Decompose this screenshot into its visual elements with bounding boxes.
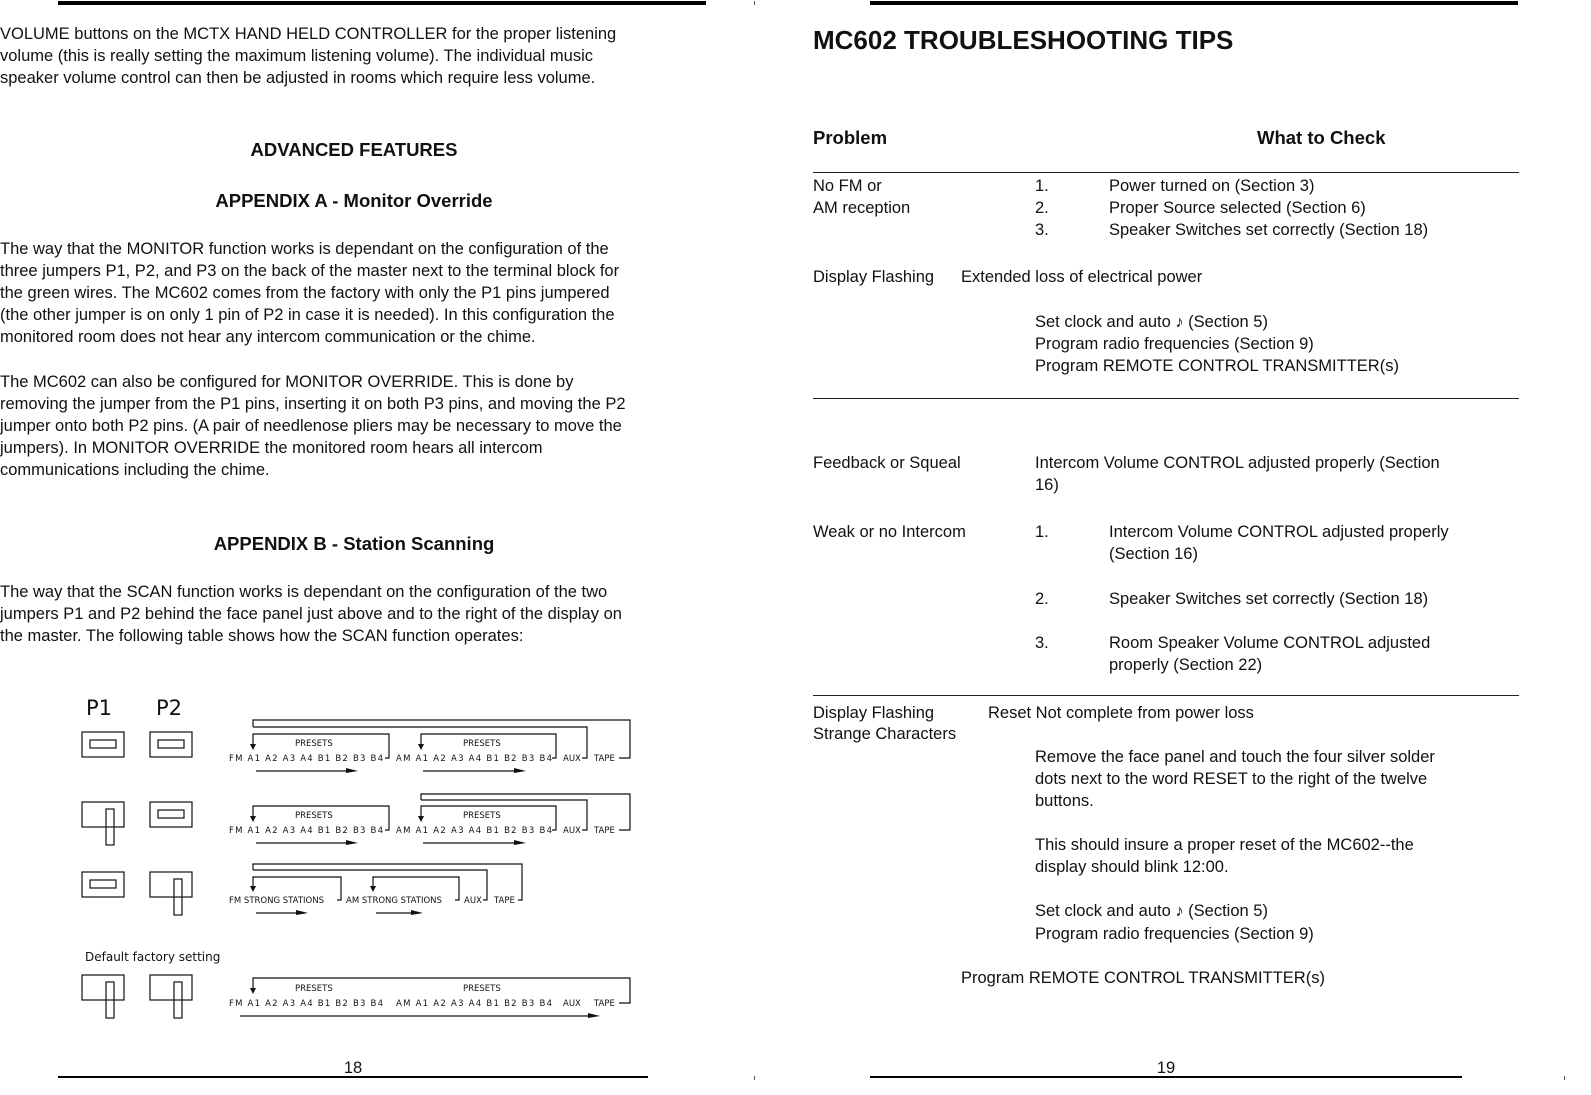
intro-line: VOLUME buttons on the MCTX HAND HELD CONTROLLER for the proper listening xyxy=(0,25,617,43)
fm-presets-label: FM A1 A2 A3 A4 B1 B2 B3 B4 xyxy=(229,999,383,1009)
problem-label: Weak or no Intercom xyxy=(813,523,966,541)
item-number: 2. xyxy=(1035,199,1049,217)
check-item: Program REMOTE CONTROL TRANSMITTER(s) xyxy=(961,969,1325,987)
scan-sequence-row-3 xyxy=(229,864,522,915)
aux-label: AUX xyxy=(563,754,581,764)
cause-text: Reset Not complete from power loss xyxy=(988,704,1254,722)
presets-label: PRESETS xyxy=(463,811,501,821)
check-item: Intercom Volume CONTROL adjusted properly xyxy=(1109,523,1449,541)
presets-label: PRESETS xyxy=(295,984,333,994)
fm-presets-label: FM A1 A2 A3 A4 B1 B2 B3 B4 xyxy=(229,754,383,764)
check-item: Set clock and auto ♪ (Section 5) xyxy=(1035,902,1268,920)
check-item: buttons. xyxy=(1035,792,1094,810)
check-item: Room Speaker Volume CONTROL adjusted xyxy=(1109,634,1431,652)
para-line: the green wires. The MC602 comes from the factory with only the P1 pins jumpered xyxy=(0,284,610,302)
scan-sequence-row-4 xyxy=(229,978,630,1018)
para-line: the master. The following table shows how the SCAN function operates: xyxy=(0,627,524,645)
scan-sequence-row-2 xyxy=(229,794,630,845)
problem-label: Display Flashing xyxy=(813,268,935,286)
aux-label: AUX xyxy=(464,896,482,906)
check-item: Program radio frequencies (Section 9) xyxy=(1035,335,1314,353)
item-number: 3. xyxy=(1035,221,1049,239)
para-line: The MC602 can also be configured for MONITOR OVERRIDE. This is done by xyxy=(0,373,574,391)
fm-strong-label: FM STRONG STATIONS xyxy=(229,896,324,906)
check-item: Power turned on (Section 3) xyxy=(1109,177,1315,195)
p1-label: P1 xyxy=(86,696,113,720)
appendix-b-heading: APPENDIX B - Station Scanning xyxy=(213,533,495,554)
para-line: monitored room does not hear any intercom communication or the chime. xyxy=(0,328,536,346)
jumper-row-4 xyxy=(82,975,192,1018)
am-presets-label: AM A1 A2 A3 A4 B1 B2 B3 B4 xyxy=(396,826,552,836)
section-heading: ADVANCED FEATURES xyxy=(250,139,458,160)
check-item: Speaker Switches set correctly (Section 18) xyxy=(1109,221,1429,239)
am-presets-label: AM A1 A2 A3 A4 B1 B2 B3 B4 xyxy=(396,999,552,1009)
para-line: (the other jumper is on only 1 pin of P2 in case it is needed). In this configuration the xyxy=(0,306,615,324)
am-presets-label: AM A1 A2 A3 A4 B1 B2 B3 B4 xyxy=(396,754,552,764)
presets-label: PRESETS xyxy=(295,811,333,821)
check-item: Proper Source selected (Section 6) xyxy=(1109,199,1366,217)
check-item: dots next to the word RESET to the right of the twelve xyxy=(1035,770,1428,788)
page-number: 19 xyxy=(1156,1059,1176,1077)
check-item: (Section 16) xyxy=(1109,545,1198,563)
tape-label: TAPE xyxy=(494,896,515,906)
divider xyxy=(813,172,1519,173)
problem-label: Strange Characters xyxy=(813,725,957,743)
para-line: The way that the SCAN function works is dependant on the configuration of the two xyxy=(0,583,608,601)
jumper-row-3 xyxy=(82,872,192,915)
scan-jumper-diagram xyxy=(70,690,650,1030)
problem-label: Display Flashing xyxy=(813,704,935,722)
p2-label: P2 xyxy=(156,696,183,720)
check-item: display should blink 12:00. xyxy=(1035,858,1229,876)
tape-label: TAPE xyxy=(594,826,615,836)
scan-sequence-row-1 xyxy=(229,720,630,773)
check-item: Remove the face panel and touch the four silver solder xyxy=(1035,748,1435,766)
cause-text: Extended loss of electrical power xyxy=(961,268,1203,286)
aux-label: AUX xyxy=(563,826,581,836)
divider xyxy=(813,398,1519,399)
check-item: 16) xyxy=(1035,476,1059,494)
tape-label: TAPE xyxy=(594,999,615,1009)
para-line: jumpers). In MONITOR OVERRIDE the monitored room hears all intercom xyxy=(0,439,543,457)
am-strong-label: AM STRONG STATIONS xyxy=(346,896,442,906)
left-top-bar xyxy=(58,1,706,5)
para-line: removing the jumper from the P1 pins, inserting it on both P3 pins, and moving the P2 xyxy=(0,395,626,413)
default-factory-setting-label: Default factory setting xyxy=(85,950,221,964)
crop-mark xyxy=(1564,1076,1565,1080)
check-item: Set clock and auto ♪ (Section 5) xyxy=(1035,313,1268,331)
aux-label: AUX xyxy=(563,999,581,1009)
para-line: jumper onto both P2 pins. (A pair of needlenose pliers may be necessary to move the xyxy=(0,417,622,435)
tape-label: TAPE xyxy=(594,754,615,764)
divider xyxy=(813,695,1519,696)
presets-label: PRESETS xyxy=(463,984,501,994)
para-line: The way that the MONITOR function works is dependant on the configuration of the xyxy=(0,240,609,258)
intro-line: speaker volume control can then be adjusted in rooms which require less volume. xyxy=(0,69,596,87)
item-number: 2. xyxy=(1035,590,1049,608)
presets-label: PRESETS xyxy=(295,739,333,749)
item-number: 3. xyxy=(1035,634,1049,652)
jumper-row-1 xyxy=(82,732,192,757)
para-line: communications including the chime. xyxy=(0,461,270,479)
check-item: Speaker Switches set correctly (Section 18) xyxy=(1109,590,1429,608)
problem-label: No FM or xyxy=(813,177,882,195)
problem-label: AM reception xyxy=(813,199,911,217)
crop-mark xyxy=(754,1,755,5)
check-item: Program radio frequencies (Section 9) xyxy=(1035,925,1314,943)
column-header-problem: Problem xyxy=(813,127,888,148)
check-item: Program REMOTE CONTROL TRANSMITTER(s) xyxy=(1035,357,1399,375)
check-item: Intercom Volume CONTROL adjusted properly (Section xyxy=(1035,454,1440,472)
fm-presets-label: FM A1 A2 A3 A4 B1 B2 B3 B4 xyxy=(229,826,383,836)
intro-line: volume (this is really setting the maximum listening volume). The individual music xyxy=(0,47,594,65)
jumper-row-2 xyxy=(82,802,192,845)
para-line: jumpers P1 and P2 behind the face panel just above and to the right of the display on xyxy=(0,605,622,623)
crop-mark xyxy=(754,1076,755,1080)
presets-label: PRESETS xyxy=(463,739,501,749)
problem-label: Feedback or Squeal xyxy=(813,454,961,472)
right-top-bar xyxy=(870,1,1518,5)
item-number: 1. xyxy=(1035,523,1049,541)
check-item: properly (Section 22) xyxy=(1109,656,1263,674)
column-header-what-to-check: What to Check xyxy=(1257,127,1386,148)
para-line: three jumpers P1, P2, and P3 on the back of the master next to the terminal block for xyxy=(0,262,620,280)
check-item: This should insure a proper reset of the MC602--the xyxy=(1035,836,1414,854)
appendix-a-heading: APPENDIX A - Monitor Override xyxy=(215,190,493,211)
page-title: MC602 TROUBLESHOOTING TIPS xyxy=(813,25,1234,55)
page-number: 18 xyxy=(343,1059,363,1077)
item-number: 1. xyxy=(1035,177,1049,195)
